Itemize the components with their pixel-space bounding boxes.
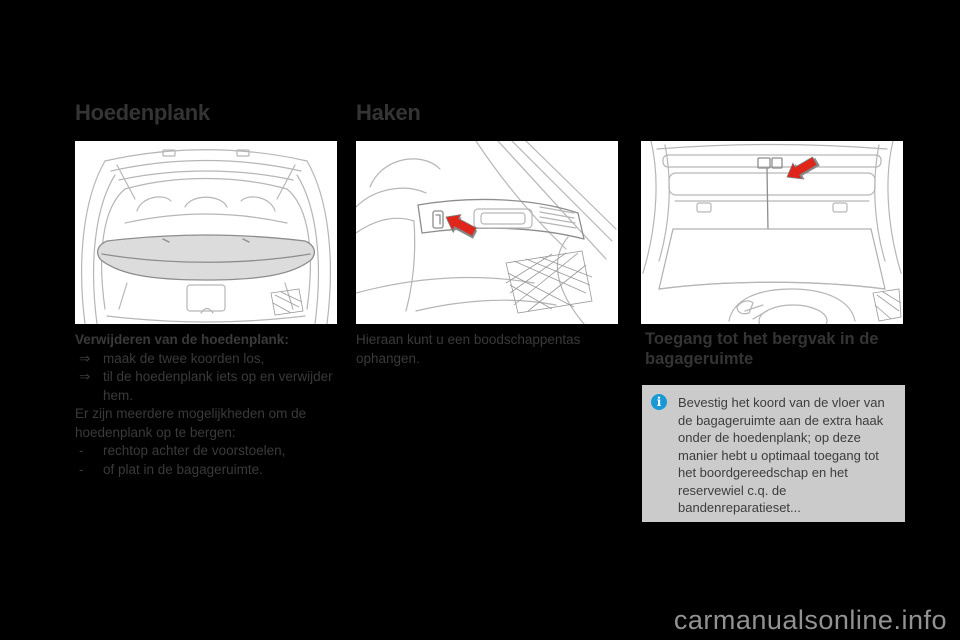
step-item xyxy=(75,350,349,369)
step-arrow-icon: ⇒ xyxy=(79,369,91,384)
section-title-haken: Haken xyxy=(356,100,421,125)
dash-icon: - xyxy=(79,443,84,458)
step-text: til de hoedenplank iets op en verwijder hem. xyxy=(103,369,333,403)
illustration-panel-hoedenplank xyxy=(75,141,337,324)
step-arrow-icon: ⇒ xyxy=(79,350,91,366)
step-item xyxy=(75,368,349,405)
section-title-hoedenplank: Hoedenplank xyxy=(75,100,210,125)
removal-heading: Verwijderen van de hoedenplank: xyxy=(75,332,289,347)
storage-intro: Er zijn meerdere mogelijkheden om de hoedenplank op te bergen: xyxy=(75,406,307,440)
illustration-panel-bergvak xyxy=(641,141,903,324)
boot-floor-cord-illustration xyxy=(641,141,903,324)
step-text: maak de twee koorden los, xyxy=(103,350,265,366)
option-text: rechtop achter de voorstoelen, xyxy=(103,443,286,458)
bergvak-heading: Toegang tot het bergvak in de bagageruimte xyxy=(645,330,879,368)
haken-caption: Hieraan kunt u een boodschappentas ophangen. xyxy=(356,332,581,366)
option-text: of plat in de bagageruimte. xyxy=(103,461,263,477)
dash-icon: - xyxy=(79,461,84,477)
storage-option xyxy=(75,461,349,480)
watermark: carmanualsonline.info xyxy=(673,605,947,635)
hoedenplank-instructions xyxy=(75,331,349,479)
info-icon: i xyxy=(651,394,667,410)
storage-option xyxy=(75,442,349,461)
info-note-box xyxy=(642,385,905,522)
parcel-shelf-illustration xyxy=(75,141,337,324)
illustration-panel-haken xyxy=(356,141,618,324)
info-note-text: Bevestig het koord van de vloer van de bagageruimte aan de extra haak onder de hoedenplank; op deze manier hebt u optimaal toegang tot het boordgereedschap en het reservewiel c.q. de bandenreparatieset... xyxy=(678,395,885,515)
bag-hook-illustration xyxy=(356,141,618,324)
